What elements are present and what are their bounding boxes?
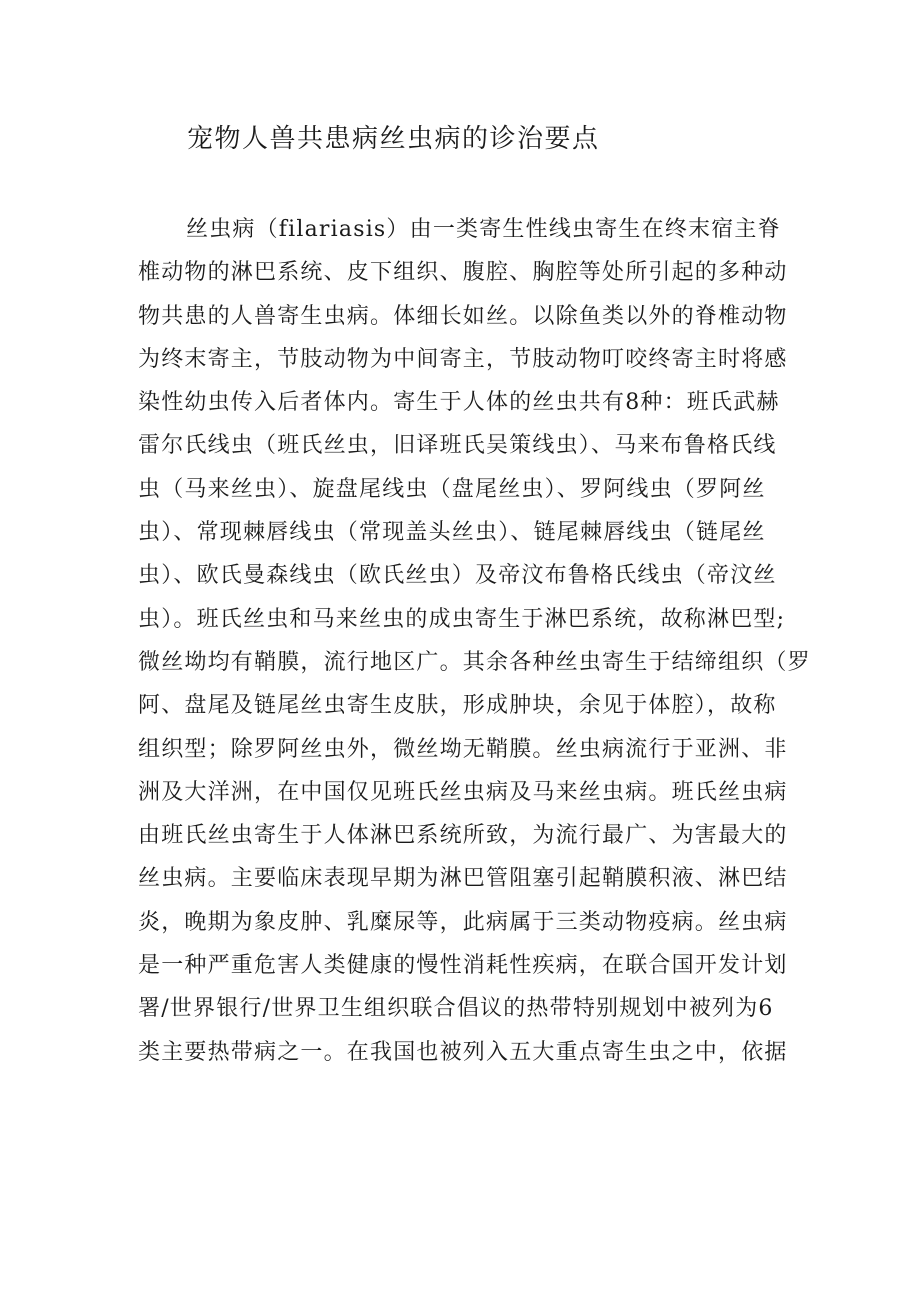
- paragraph-line: 雷尔氏线虫（班氏丝虫，旧译班氏吴策线虫）、马来布鲁格氏线: [138, 433, 777, 459]
- paragraph-line: 类主要热带病之一。在我国也被列入五大重点寄生虫之中，依据: [138, 1039, 788, 1065]
- paragraph-line: 组织型；除罗阿丝虫外，微丝坳无鞘膜。丝虫病流行于亚洲、非: [138, 736, 788, 762]
- paragraph-line: 虫）、常现棘唇线虫（常现盖头丝虫）、链尾棘唇线虫（链尾丝: [138, 520, 766, 546]
- paragraph-line: 为终末寄主，节肢动物为中间寄主，节肢动物叮咬终寄主时将感: [138, 346, 788, 372]
- paragraph-line: 阿、盘尾及链尾丝虫寄生皮肤，形成肿块，余见于体腔），故称: [138, 693, 777, 719]
- paragraph-line: 署/世界银行/世界卫生组织联合倡议的热带特别规划中被列为6: [138, 996, 774, 1022]
- paragraph-line: 椎动物的淋巴系统、皮下组织、腹腔、胸腔等处所引起的多种动: [138, 260, 788, 286]
- paragraph-line: 丝虫病。主要临床表现早期为淋巴管阻塞引起鞘膜积液、淋巴结: [138, 866, 788, 892]
- paragraph-line: 由班氏丝虫寄生于人体淋巴系统所致，为流行最广、为害最大的: [138, 823, 788, 849]
- document-title: 宠物人兽共患病丝虫病的诊治要点: [187, 124, 600, 154]
- paragraph-line: 炎，晚期为象皮肿、乳糜尿等，此病属于三类动物疫病。丝虫病: [138, 909, 788, 935]
- paragraph-line: 是一种严重危害人类健康的慢性消耗性疾病，在联合国开发计划: [138, 953, 788, 979]
- paragraph-line: 微丝坳均有鞘膜，流行地区广。其余各种丝虫寄生于结缔组织（罗: [138, 649, 811, 675]
- paragraph-line: 洲及大洋洲，在中国仅见班氏丝虫病及马来丝虫病。班氏丝虫病: [138, 779, 788, 805]
- paragraph-line: 虫）。班氏丝虫和马来丝虫的成虫寄生于淋巴系统，故称淋巴型;: [138, 606, 786, 632]
- paragraph-line: 丝虫病（filariasis）由一类寄生性线虫寄生在终末宿主脊: [186, 217, 781, 242]
- paragraph-line: 染性幼虫传入后者体内。寄生于人体的丝虫共有8种：班氏武赫: [138, 390, 780, 416]
- paragraph-line: 物共患的人兽寄生虫病。体细长如丝。以除鱼类以外的脊椎动物: [138, 303, 788, 329]
- document-body: [138, 208, 811, 1074]
- paragraph-line: 虫（马来丝虫）、旋盘尾线虫（盘尾丝虫）、罗阿线虫（罗阿丝: [138, 476, 766, 502]
- paragraph-line: 虫）、欧氏曼森线虫（欧氏丝虫）及帝汶布鲁格氏线虫（帝汶丝: [138, 563, 777, 589]
